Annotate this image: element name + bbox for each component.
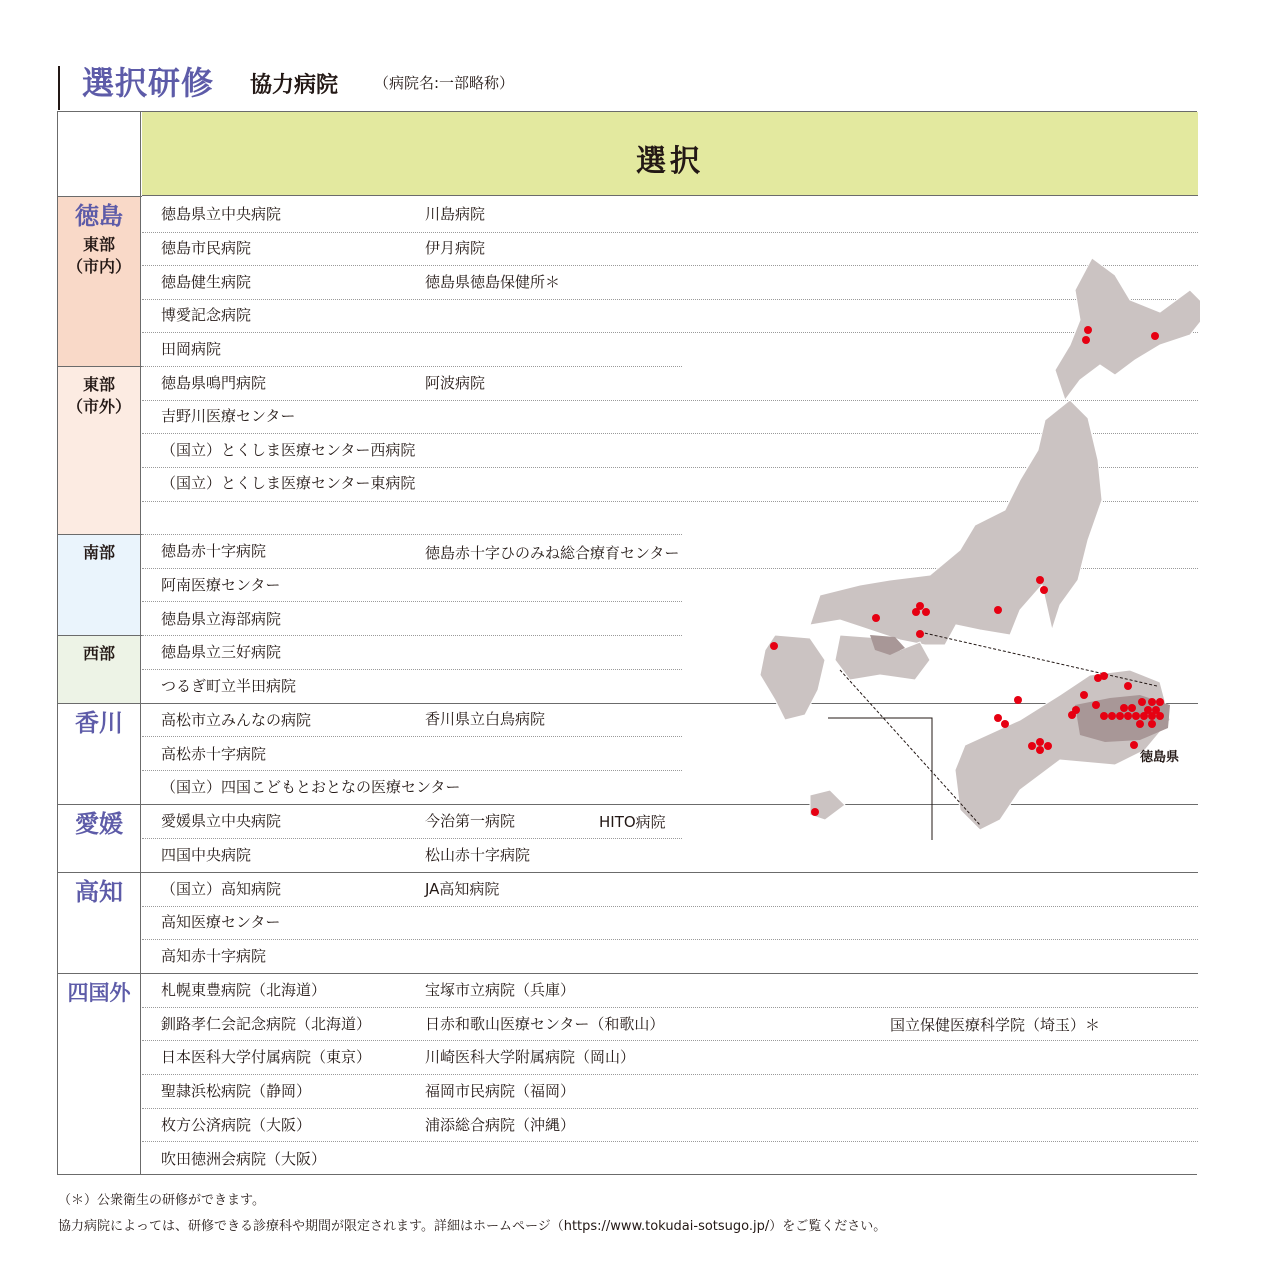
map-dot <box>994 606 1002 614</box>
region-ehime <box>58 804 141 872</box>
hospital-cell: 徳島健生病院 <box>161 273 252 291</box>
map-dot <box>1092 701 1100 709</box>
map-dot <box>1028 742 1036 750</box>
row-divider <box>142 1141 1198 1142</box>
hospital-cell: HITO病院 <box>599 813 666 831</box>
title-bar <box>58 56 1198 112</box>
hospital-cell: 枚方公済病院（大阪） <box>161 1116 312 1134</box>
map-dot <box>1120 704 1128 712</box>
map-dot <box>1100 672 1108 680</box>
pref-label-kagawa: 香川 <box>75 709 123 737</box>
select-header-label: 選択 <box>636 144 704 179</box>
hospital-cell: 川島病院 <box>425 205 486 223</box>
map-dot <box>1068 711 1076 719</box>
pref-label-outside: 四国外 <box>67 981 131 1005</box>
divider <box>58 196 142 197</box>
map-dot <box>1014 696 1022 704</box>
hospital-cell: 福岡市民病院（福岡） <box>425 1082 576 1100</box>
map-dot <box>1080 691 1088 699</box>
map-dot <box>1036 746 1044 754</box>
map-leader <box>840 670 980 825</box>
hospital-cell: 伊月病院 <box>425 239 486 257</box>
page-subtitle: 協力病院 <box>250 73 339 98</box>
map-shikoku-inset <box>955 670 1170 830</box>
region-tokushima-east-city <box>58 196 141 366</box>
region-kochi <box>58 872 141 973</box>
row-divider <box>142 534 682 535</box>
hospital-cell: 宝塚市立病院（兵庫） <box>425 981 576 999</box>
map-dot <box>916 630 924 638</box>
map-dot <box>1144 706 1152 714</box>
region-outside-shikoku <box>58 973 141 1174</box>
hospital-cell: 日本医科大学付属病院（東京） <box>161 1048 372 1066</box>
map-dot <box>1108 712 1116 720</box>
map-hokkaido <box>1055 258 1200 400</box>
hospital-cell: （国立）四国こどもとおとなの医療センター <box>161 778 461 796</box>
hospital-cell: 川崎医科大学附属病院（岡山） <box>425 1048 636 1066</box>
map-dot <box>1100 712 1108 720</box>
hospital-cell: 聖隷浜松病院（静岡） <box>161 1082 312 1100</box>
map-dot <box>811 808 819 816</box>
map-dot <box>770 642 778 650</box>
map-kyushu <box>760 635 825 720</box>
hospital-cell: 吉野川医療センター <box>161 407 296 425</box>
hospital-cell: 高知赤十字病院 <box>161 947 267 965</box>
hospital-cell: （国立）とくしま医療センター東病院 <box>161 474 416 492</box>
hospital-cell: 愛媛県立中央病院 <box>161 812 282 830</box>
pref-label-ehime: 愛媛 <box>75 810 123 838</box>
hospital-cell: 徳島県鳴門病院 <box>161 374 267 392</box>
footnote-public-health: （＊）公衆衛生の研修ができます。 <box>58 1193 265 1208</box>
divider <box>58 366 142 367</box>
row-divider <box>142 939 1198 940</box>
hospital-cell: 釧路孝仁会記念病院（北海道） <box>161 1015 372 1033</box>
title-rule <box>58 66 60 110</box>
map-leader <box>920 632 1157 686</box>
hospital-cell: 四国中央病院 <box>161 846 252 864</box>
map-dot <box>1128 704 1136 712</box>
hospital-cell: 田岡病院 <box>161 340 222 358</box>
footnote-details: 協力病院によっては、研修できる診療科や期間が限定されます。詳細はホームページ（https://www.tokudai-sotsugo.jp/）をご覧ください。 <box>58 1219 887 1234</box>
table-header-select <box>142 112 1198 196</box>
region-tokushima-south <box>58 534 141 635</box>
map-dot <box>1044 742 1052 750</box>
hospital-cell: 博愛記念病院 <box>161 306 252 324</box>
hospital-cell: JA高知病院 <box>425 880 500 898</box>
map-dot <box>872 614 880 622</box>
hospital-cell: （国立）とくしま医療センター西病院 <box>161 441 416 459</box>
subregion-label-west: 西部 <box>82 644 115 663</box>
hospital-cell: 国立保健医療科学院（埼玉）＊ <box>890 1016 1101 1034</box>
hospital-cell: 浦添総合病院（沖縄） <box>425 1116 576 1134</box>
hospital-cell: 札幌東豊病院（北海道） <box>161 981 327 999</box>
map-dot <box>912 608 920 616</box>
map-dot <box>922 608 930 616</box>
hospital-cell: 香川県立白鳥病院 <box>425 710 546 728</box>
map-dot <box>1151 332 1159 340</box>
map-dot <box>1152 706 1160 714</box>
map-tokushima-label: 徳島県 <box>1140 750 1180 765</box>
hospital-cell: 高知医療センター <box>161 913 281 931</box>
hospital-cell: 吹田徳洲会病院（大阪） <box>161 1150 327 1168</box>
row-divider <box>142 1074 1198 1075</box>
map-dot <box>1148 720 1156 728</box>
hospital-cell: 徳島市民病院 <box>161 239 252 257</box>
map-dot <box>994 714 1002 722</box>
page-title: 選択研修 <box>82 64 215 102</box>
row-divider <box>142 1108 1198 1109</box>
map-dot <box>1148 698 1156 706</box>
subregion-label-south: 南部 <box>82 543 115 562</box>
table-header-corner <box>58 112 141 196</box>
hospital-cell: 阿南医療センター <box>161 576 281 594</box>
row-divider <box>142 232 1198 233</box>
region-tokushima-west <box>58 635 141 703</box>
row-divider <box>142 635 682 636</box>
map-dot <box>1136 720 1144 728</box>
map-dot <box>1132 712 1140 720</box>
map-dot <box>1084 326 1092 334</box>
map-dot <box>1036 576 1044 584</box>
map-dot <box>1040 586 1048 594</box>
region-tokushima-east-outside <box>58 366 141 534</box>
hospital-cell: 阿波病院 <box>425 374 486 392</box>
map-dot <box>1001 720 1009 728</box>
map-honshu <box>810 400 1102 645</box>
hospital-cell: 松山赤十字病院 <box>425 846 531 864</box>
row-divider <box>142 669 682 670</box>
map-dot <box>1138 698 1146 706</box>
subregion-label-east-outside: 東部 （市外） <box>66 375 131 416</box>
hospital-cell: 徳島県立中央病院 <box>161 205 282 223</box>
map-dot <box>1124 682 1132 690</box>
map-dot <box>1116 712 1124 720</box>
row-divider <box>142 601 682 602</box>
row-divider <box>142 770 682 771</box>
hospital-cell: つるぎ町立半田病院 <box>161 677 297 695</box>
divider <box>58 872 1198 873</box>
divider <box>58 534 142 535</box>
subregion-label-east-city: 東部 （市内） <box>66 235 131 276</box>
hospital-cell: 高松赤十字病院 <box>161 745 267 763</box>
map-dot <box>1036 738 1044 746</box>
row-divider <box>142 736 682 737</box>
row-divider <box>142 1007 1198 1008</box>
hospital-cell: 今治第一病院 <box>425 812 516 830</box>
hospital-cell: 徳島県徳島保健所＊ <box>425 273 561 291</box>
divider <box>58 635 142 636</box>
hospital-cell: 高松市立みんなの病院 <box>161 711 312 729</box>
hospital-cell: （国立）高知病院 <box>161 880 282 898</box>
map-dot <box>1156 698 1164 706</box>
map-dot <box>1124 712 1132 720</box>
pref-label-tokushima: 徳島 <box>75 202 123 230</box>
map-dot <box>1130 741 1138 749</box>
japan-map <box>720 250 1200 850</box>
title-note: （病院名:一部略称） <box>374 74 515 92</box>
divider <box>58 973 1198 974</box>
map-leader <box>828 718 932 840</box>
row-divider <box>142 1040 1198 1041</box>
hospital-cell: 徳島県立三好病院 <box>161 643 282 661</box>
hospital-cell: 徳島県立海部病院 <box>161 610 282 628</box>
row-divider <box>142 906 1198 907</box>
region-kagawa <box>58 703 141 804</box>
hospital-cell: 徳島赤十字ひのみね総合療育センター <box>425 544 680 562</box>
hospital-cell: 日赤和歌山医療センター（和歌山） <box>425 1015 665 1033</box>
footnotes <box>58 1188 1198 1240</box>
pref-label-kochi: 高知 <box>75 878 123 906</box>
row-divider <box>142 838 682 839</box>
map-dot <box>1082 336 1090 344</box>
hospital-cell: 徳島赤十字病院 <box>161 542 267 560</box>
row-divider <box>142 366 682 367</box>
